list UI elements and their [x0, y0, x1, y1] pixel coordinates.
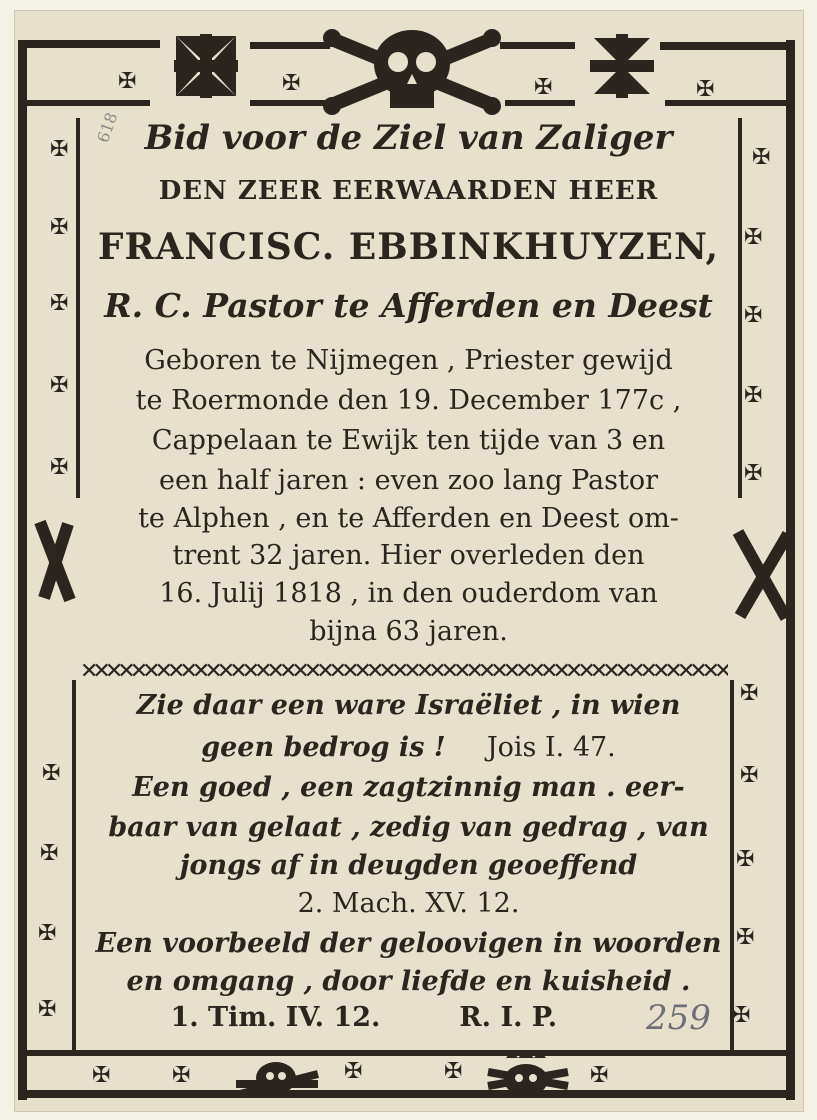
quote-line-2-ref: Jois I. 47. [486, 732, 616, 763]
svg-text:✠: ✠ [744, 383, 763, 408]
svg-text:✠: ✠ [172, 1063, 191, 1088]
svg-text:✠: ✠ [50, 373, 69, 398]
heading-rank: DEN ZEER EERWAARDEN HEER [158, 176, 659, 206]
quote-line-2-text: geen bedrog is ! [201, 732, 446, 763]
bio-line-8: bijna 63 jaren. [309, 616, 508, 647]
quote-line-9-ref: 1. Tim. IV. 12. [170, 1002, 381, 1033]
svg-text:✠: ✠ [42, 761, 61, 786]
heading-name: FRANCISC. EBBINKHUYZEN, [97, 226, 720, 268]
quote-line-7: Een voorbeeld der geloovigen in woorden [95, 928, 722, 959]
svg-text:✠: ✠ [744, 303, 763, 328]
svg-text:✠: ✠ [38, 997, 57, 1022]
svg-text:✠: ✠ [740, 763, 759, 788]
svg-text:✠: ✠ [50, 137, 69, 162]
pencil-annotation-bottom: 259 [646, 998, 711, 1038]
quote-line-4: baar van gelaat , zedig van gedrag , van [108, 812, 709, 843]
quote-line-5: jongs af in deugden geoeffend [179, 850, 638, 881]
quote-line-1: Zie daar een ware Israëliet , in wien [136, 690, 681, 721]
svg-text:✠: ✠ [282, 71, 301, 96]
quote-line-6: 2. Mach. XV. 12. [297, 888, 520, 919]
svg-text:✠: ✠ [590, 1063, 609, 1088]
crown-skull-icon [236, 1050, 568, 1096]
svg-text:✠: ✠ [696, 77, 715, 102]
skull-crossbones-icon [323, 29, 501, 115]
svg-text:✠: ✠ [118, 69, 137, 94]
quote-line-8: en omgang , door liefde en kuisheid . [126, 966, 691, 997]
bio-line-6: trent 32 jaren. Hier overleden den [172, 540, 645, 571]
svg-text:✠: ✠ [736, 925, 755, 950]
svg-text:✠: ✠ [732, 1003, 751, 1028]
svg-text:✠: ✠ [38, 921, 57, 946]
pencil-annotation-top: 618 [93, 109, 122, 146]
maltese-cross-icon [174, 34, 238, 98]
bio-line-5: te Alphen , en te Afferden en Deest om- [138, 503, 679, 534]
quote-line-3: Een goed , een zagtzinnig man . eer- [132, 772, 685, 803]
svg-text:✠: ✠ [744, 461, 763, 486]
bio-line-1: Geboren te Nijmegen , Priester gewijd [144, 345, 673, 376]
heading-prayer: Bid voor de Ziel van Zaliger [144, 118, 673, 158]
divider-ornament: ✕✕✕✕✕✕✕✕✕✕✕✕✕✕✕✕✕✕✕✕✕✕✕✕✕✕✕✕✕✕✕✕✕✕✕✕✕✕✕✕✕✕✕✕✕✕✕✕✕✕✕✕ [80, 659, 727, 679]
svg-text:✠: ✠ [50, 455, 69, 480]
svg-text:✠: ✠ [740, 681, 759, 706]
bio-line-4: een half jaren : even zoo lang Pastor [158, 465, 659, 496]
maltese-cross-icon [590, 34, 654, 98]
quote-line-2 [0, 732, 817, 763]
svg-text:✠: ✠ [736, 847, 755, 872]
heading-title: R. C. Pastor te Afferden en Deest [104, 286, 713, 325]
rip-text: R. I. P. [459, 1002, 558, 1033]
svg-text:✠: ✠ [92, 1063, 111, 1088]
svg-text:✠: ✠ [752, 145, 771, 170]
bio-line-2: te Roermonde den 19. December 177c , [135, 385, 682, 416]
bio-line-3: Cappelaan te Ewijk ten tijde van 3 en [151, 425, 666, 456]
svg-text:✠: ✠ [50, 215, 69, 240]
svg-text:✠: ✠ [534, 75, 553, 100]
svg-text:✠: ✠ [444, 1059, 463, 1084]
svg-text:✠: ✠ [50, 291, 69, 316]
svg-text:✠: ✠ [744, 225, 763, 250]
svg-text:✠: ✠ [344, 1059, 363, 1084]
bio-line-7: 16. Julij 1818 , in den ouderdom van [159, 578, 658, 609]
svg-text:✠: ✠ [40, 841, 59, 866]
